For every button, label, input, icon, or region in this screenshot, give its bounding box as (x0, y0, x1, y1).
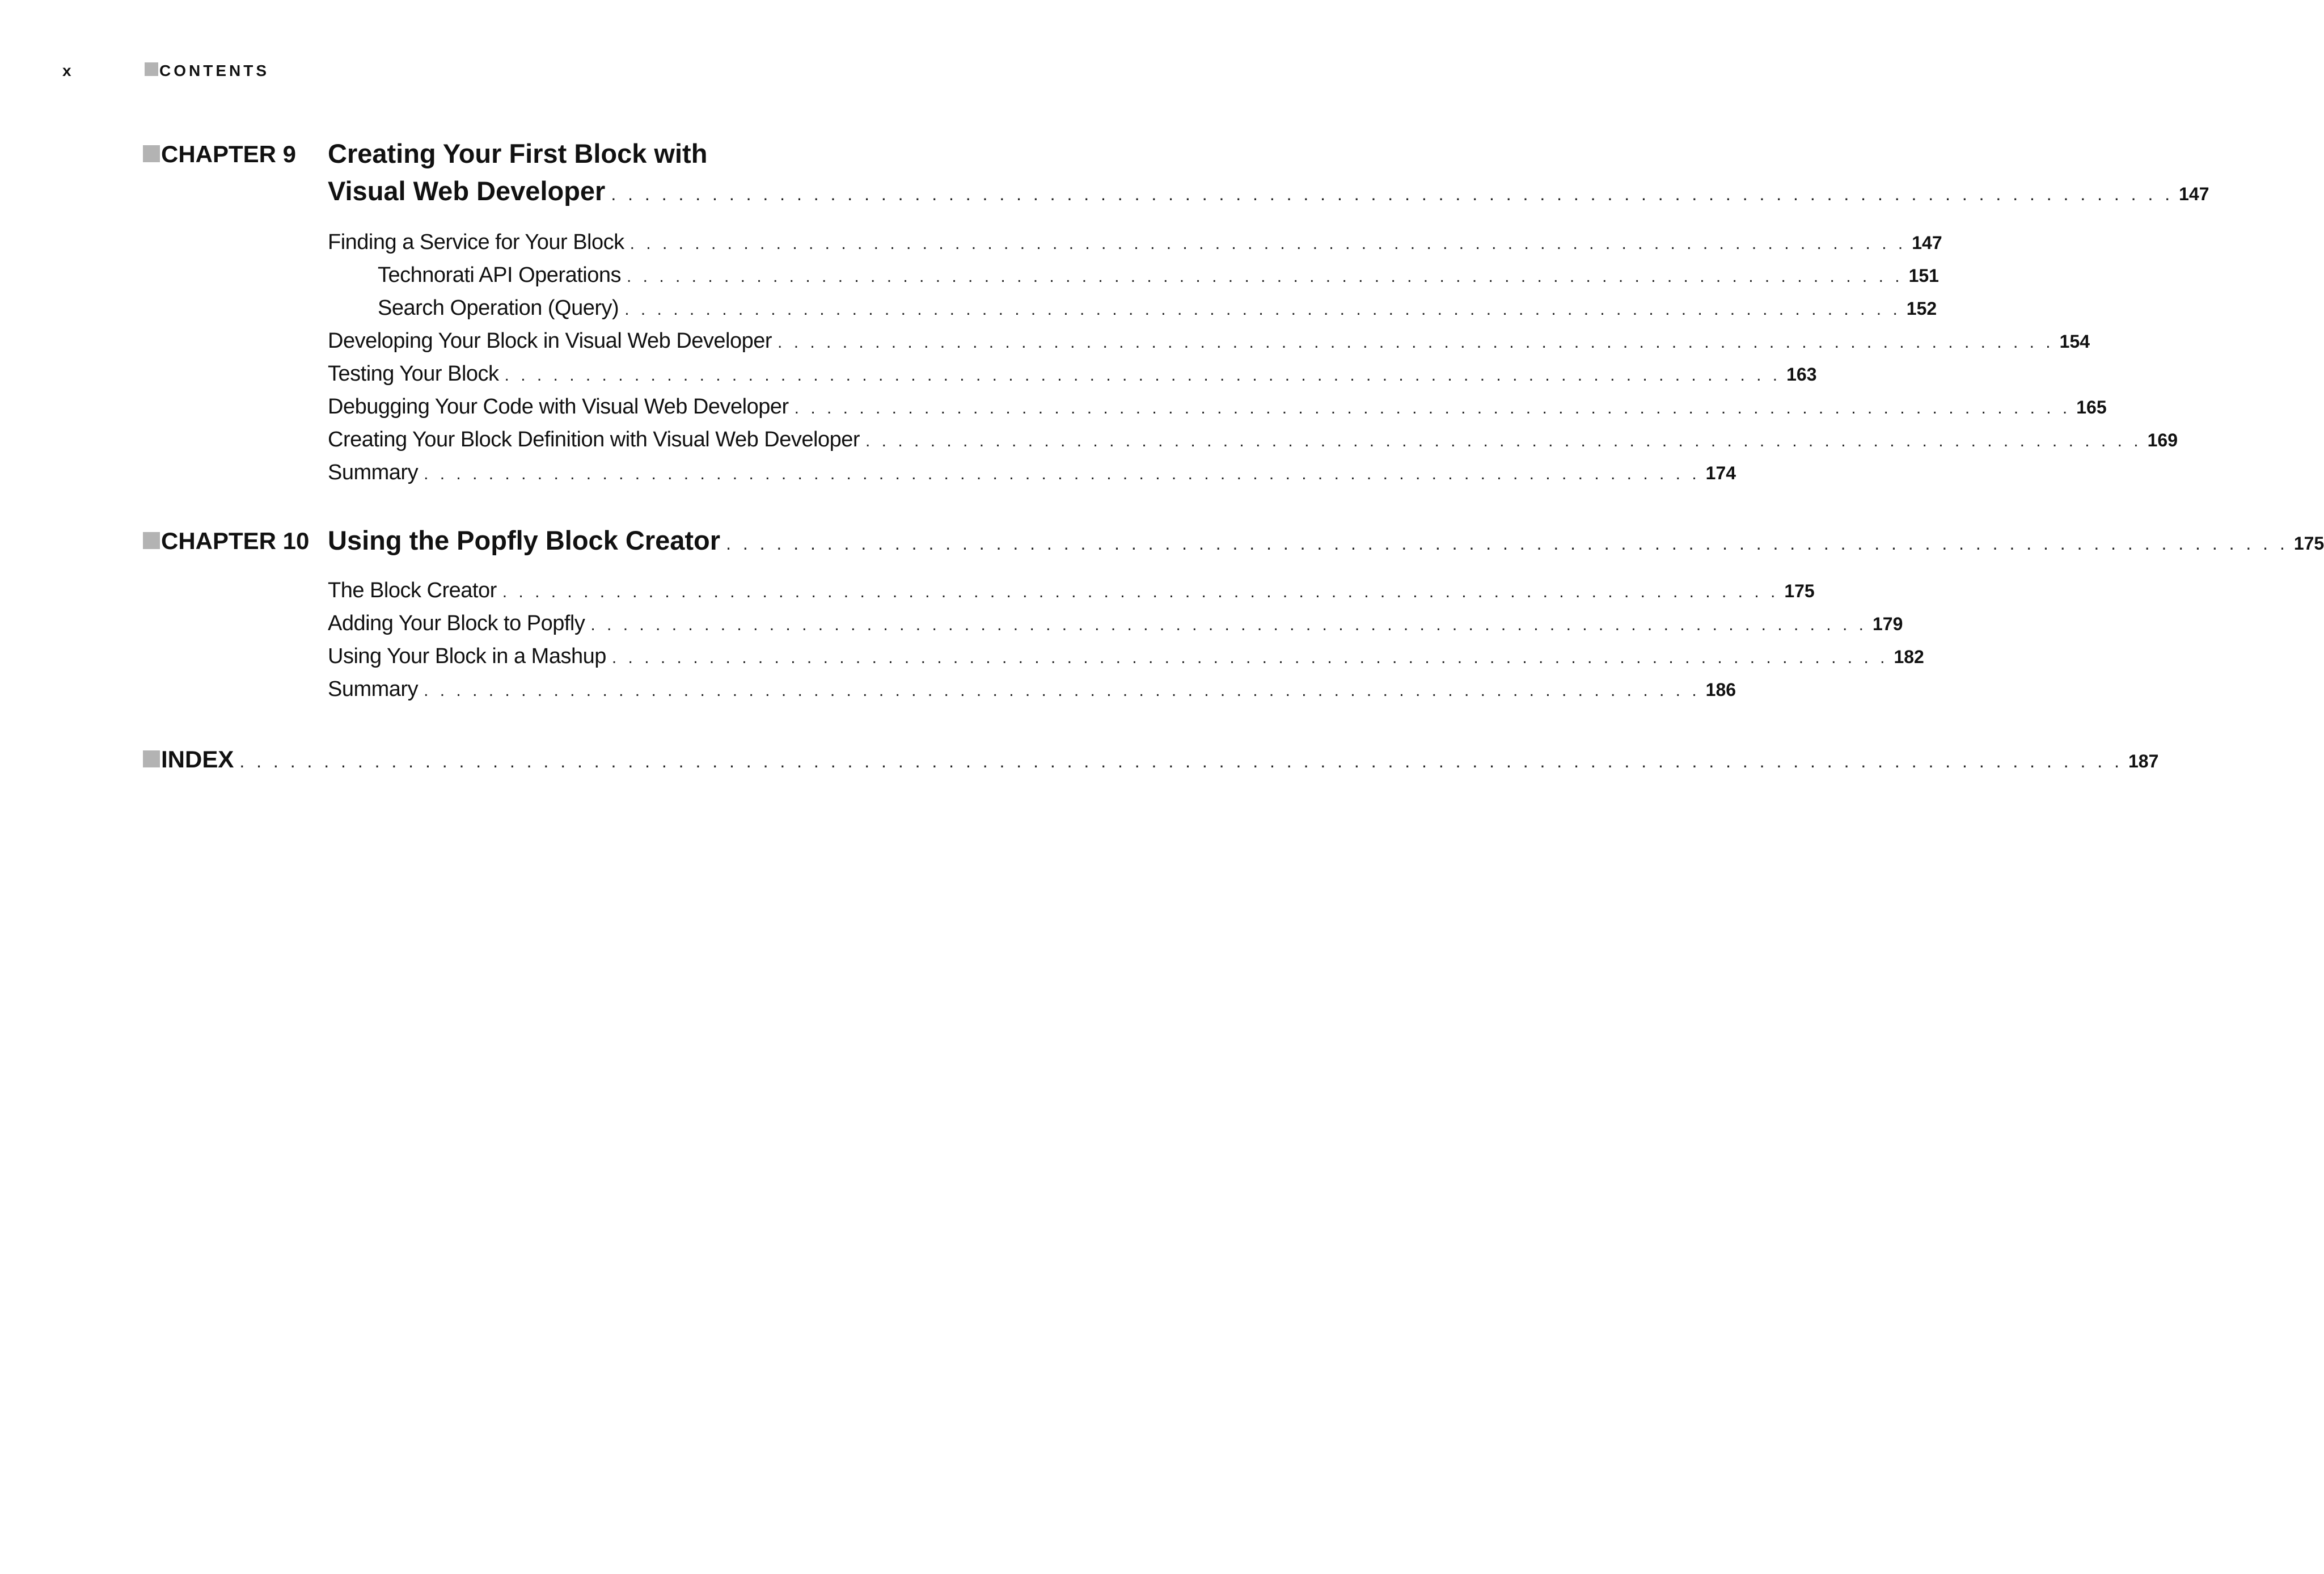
page-number: 187 (2128, 751, 2159, 771)
page-number: 147 (2179, 184, 2209, 204)
running-header-title (145, 61, 269, 81)
toc-entry[interactable]: Testing Your Block . . . . . . . . . . . . . . . . . . . . . . . . . . . . . . . . . . . . . . . . . . . . . . . . . . . . . . . . . . . . . . . . . . . . . . . . . . . . . . . 163 (328, 357, 1028, 390)
page-number: 152 (1906, 298, 1937, 319)
page-number: 165 (2076, 397, 2107, 417)
dot-leader: . . . . . . . . . . . . . . . . . . . . . . . . . . . . . . . . . . . . . . . . . . . . . . . . . . . . . . . . . . . . . . . . . . . . . . . . . . . . . . . (424, 465, 1700, 483)
square-marker-icon (145, 62, 158, 76)
toc-entry[interactable]: Creating Your Block Definition with Visual Web Developer . . . . . . . . . . . . . . . . . . . . . . . . . . . . . . . . . . . . . . . . . . . . . . . . . . . . . . . . . . . . . . . . . . . . . . . . . . . . . . . 169 (328, 423, 1028, 456)
toc-entry[interactable]: Debugging Your Code with Visual Web Developer . . . . . . . . . . . . . . . . . . . . . . . . . . . . . . . . . . . . . . . . . . . . . . . . . . . . . . . . . . . . . . . . . . . . . . . . . . . . . . . 165 (328, 390, 1028, 423)
square-marker-icon (143, 145, 160, 162)
chapter-title-line: Using the Popfly Block Creator (328, 525, 721, 555)
toc-index-entry[interactable] (143, 743, 2159, 778)
chapter-9-title[interactable] (328, 135, 2209, 213)
page-number: 147 (1912, 233, 1942, 253)
chapter-title-leader (328, 172, 2209, 213)
toc-entry[interactable]: Summary . . . . . . . . . . . . . . . . . . . . . . . . . . . . . . . . . . . . . . . . . . . . . . . . . . . . . . . . . . . . . . . . . . . . . . . . . . . . . . . 186 (328, 673, 1028, 706)
dot-leader: . . . . . . . . . . . . . . . . . . . . . . . . . . . . . . . . . . . . . . . . . . . . . . . . . . . . . . . . . . . . . . . . . . . . . . . . . . . . . . . . . . . . . . . . . . . . . (726, 533, 2288, 554)
chapter-9-block (143, 135, 2209, 498)
chapter-10-title[interactable] (328, 522, 2324, 562)
page-number: 182 (1894, 647, 1924, 667)
chapter-title-leader (328, 522, 2324, 562)
toc-entry[interactable]: Developing Your Block in Visual Web Developer . . . . . . . . . . . . . . . . . . . . . . . . . . . . . . . . . . . . . . . . . . . . . . . . . . . . . . . . . . . . . . . . . . . . . . . . . . . . . . . 154 (328, 324, 1028, 357)
page-number: 169 (2147, 430, 2178, 450)
page-number: 175 (1784, 581, 1815, 601)
dot-leader: . . . . . . . . . . . . . . . . . . . . . . . . . . . . . . . . . . . . . . . . . . . . . . . . . . . . . . . . . . . . . . . . . . . . . . . . . . . . . . . (424, 681, 1700, 700)
running-header-label: CONTENTS (159, 62, 269, 79)
dot-leader: . . . . . . . . . . . . . . . . . . . . . . . . . . . . . . . . . . . . . . . . . . . . . . . . . . . . . . . . . . . . . . . . . . . . . . . . . . . . . . . (504, 366, 1781, 385)
dot-leader: . . . . . . . . . . . . . . . . . . . . . . . . . . . . . . . . . . . . . . . . . . . . . . . . . . . . . . . . . . . . . . . . . . . . . . . . . . . . . . . (624, 300, 1901, 319)
toc-entry[interactable]: Technorati API Operations . . . . . . . . . . . . . . . . . . . . . . . . . . . . . . . . . . . . . . . . . . . . . . . . . . . . . . . . . . . . . . . . . . . . . . . . . . . . . . . 151 (328, 259, 1028, 292)
dot-leader: . . . . . . . . . . . . . . . . . . . . . . . . . . . . . . . . . . . . . . . . . . . . . . . . . . . . . . . . . . . . . . . . . . . . . . . . . . . . . . . (611, 648, 1888, 667)
chapter-9-label: CHAPTER 9 (143, 140, 296, 169)
page-number: 151 (1908, 265, 1939, 286)
page-number: 163 (1786, 364, 1817, 385)
toc-entry[interactable]: Finding a Service for Your Block . . . . . . . . . . . . . . . . . . . . . . . . . . . . . . . . . . . . . . . . . . . . . . . . . . . . . . . . . . . . . . . . . . . . . . . . . . . . . . . 147 (328, 226, 1028, 259)
toc-entry[interactable]: The Block Creator . . . . . . . . . . . . . . . . . . . . . . . . . . . . . . . . . . . . . . . . . . . . . . . . . . . . . . . . . . . . . . . . . . . . . . . . . . . . . . . 175 (328, 574, 1028, 607)
toc-entry[interactable]: Adding Your Block to Popfly . . . . . . . . . . . . . . . . . . . . . . . . . . . . . . . . . . . . . . . . . . . . . . . . . . . . . . . . . . . . . . . . . . . . . . . . . . . . . . . 179 (328, 607, 1028, 640)
page-number: 179 (1872, 614, 1903, 634)
chapter-title-line: Visual Web Developer (328, 176, 606, 206)
chapter-9-entries (328, 226, 2178, 489)
dot-leader: . . . . . . . . . . . . . . . . . . . . . . . . . . . . . . . . . . . . . . . . . . . . . . . . . . . . . . . . . . . . . . . . . . . . . . . . . . . . . . . (626, 267, 1903, 286)
dot-leader: . . . . . . . . . . . . . . . . . . . . . . . . . . . . . . . . . . . . . . . . . . . . . . . . . . . . . . . . . . . . . . . . . . . . . . . . . . . . . . . (778, 333, 2054, 352)
page-number: 154 (2059, 331, 2090, 352)
chapter-title-line: Creating Your First Block with (328, 138, 708, 168)
toc-entry[interactable]: Using Your Block in a Mashup . . . . . . . . . . . . . . . . . . . . . . . . . . . . . . . . . . . . . . . . . . . . . . . . . . . . . . . . . . . . . . . . . . . . . . . . . . . . . . . 182 (328, 640, 1028, 673)
page-number: 186 (1705, 680, 1736, 700)
index-label: INDEX (143, 743, 234, 776)
toc-entry[interactable]: Summary . . . . . . . . . . . . . . . . . . . . . . . . . . . . . . . . . . . . . . . . . . . . . . . . . . . . . . . . . . . . . . . . . . . . . . . . . . . . . . . 174 (328, 456, 1028, 489)
dot-leader: . . . . . . . . . . . . . . . . . . . . . . . . . . . . . . . . . . . . . . . . . . . . . . . . . . . . . . . . . . . . . . . . . . . . . . . . . . . . . . . . . . . . . . . . . . . . . (611, 184, 2174, 204)
dot-leader: . . . . . . . . . . . . . . . . . . . . . . . . . . . . . . . . . . . . . . . . . . . . . . . . . . . . . . . . . . . . . . . . . . . . . . . . . . . . . . . (794, 399, 2071, 417)
square-marker-icon (143, 532, 160, 549)
dot-leader: . . . . . . . . . . . . . . . . . . . . . . . . . . . . . . . . . . . . . . . . . . . . . . . . . . . . . . . . . . . . . . . . . . . . . . . . . . . . . . . (590, 615, 1867, 634)
toc-entry[interactable]: Search Operation (Query) . . . . . . . . . . . . . . . . . . . . . . . . . . . . . . . . . . . . . . . . . . . . . . . . . . . . . . . . . . . . . . . . . . . . . . . . . . . . . . . 152 (328, 292, 1028, 324)
dot-leader: . . . . . . . . . . . . . . . . . . . . . . . . . . . . . . . . . . . . . . . . . . . . . . . . . . . . . . . . . . . . . . . . . . . . . . . . . . . . . . . (865, 432, 2142, 450)
page-number: 175 (2293, 533, 2324, 554)
square-marker-icon (143, 750, 160, 767)
dot-leader: . . . . . . . . . . . . . . . . . . . . . . . . . . . . . . . . . . . . . . . . . . . . . . . . . . . . . . . . . . . . . . . . . . . . . . . . . . . . . . . . . . . . . . . . . . . . . . . . . . . . . . . . . . . . . . . . (239, 751, 2123, 771)
chapter-10-entries (328, 574, 1924, 706)
page-number: 174 (1705, 463, 1736, 483)
dot-leader: . . . . . . . . . . . . . . . . . . . . . . . . . . . . . . . . . . . . . . . . . . . . . . . . . . . . . . . . . . . . . . . . . . . . . . . . . . . . . . . (502, 583, 1779, 601)
chapter-10-block (143, 522, 2324, 715)
page-folio: x (62, 62, 74, 79)
dot-leader: . . . . . . . . . . . . . . . . . . . . . . . . . . . . . . . . . . . . . . . . . . . . . . . . . . . . . . . . . . . . . . . . . . . . . . . . . . . . . . . (629, 234, 1907, 253)
chapter-10-label: CHAPTER 10 (143, 526, 309, 556)
